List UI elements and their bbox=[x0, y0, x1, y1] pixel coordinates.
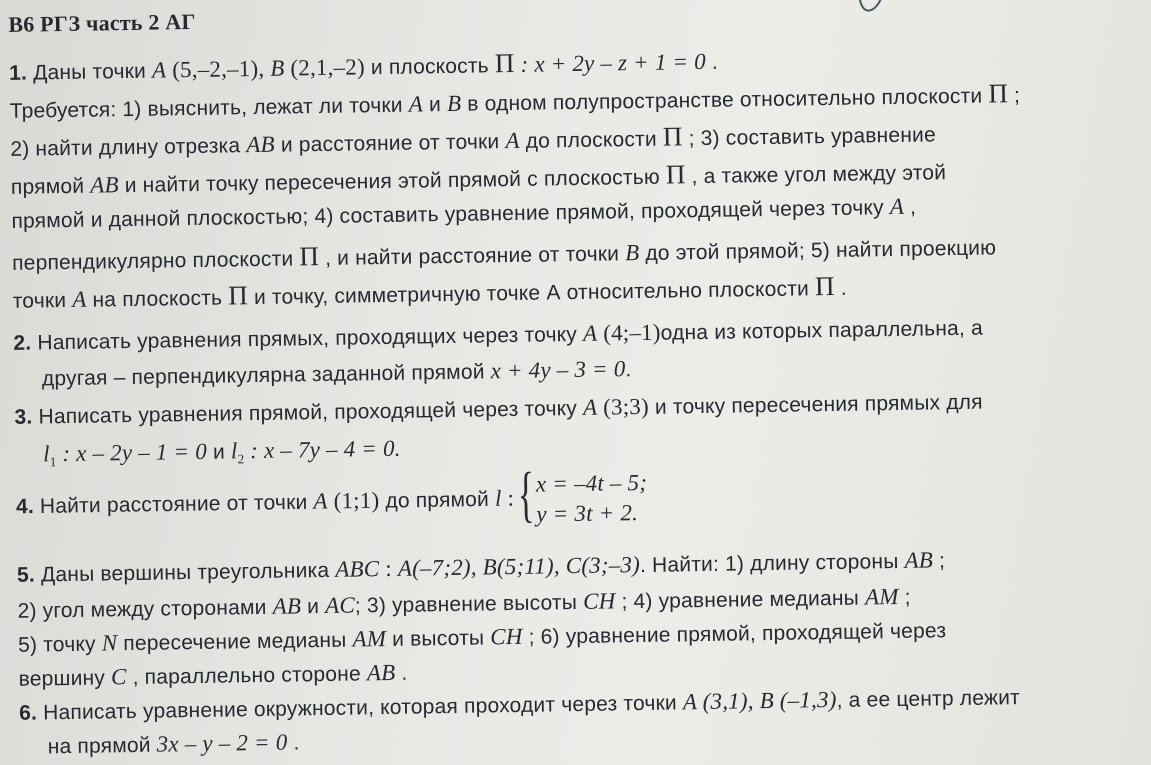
task2-text: Написать уравнения прямых, проходящих через точку bbox=[31, 322, 584, 355]
task5-text: : bbox=[379, 555, 399, 582]
task3-number: 3. bbox=[14, 405, 33, 429]
plane-equation: : x + 2y – z + 1 = 0 bbox=[514, 48, 707, 77]
line-l: l bbox=[494, 485, 502, 511]
task3-text: Написать уравнения прямой, проходящей через точку bbox=[32, 396, 584, 429]
point-a: A bbox=[313, 488, 328, 514]
point-b: B bbox=[446, 90, 462, 116]
task4-text: : bbox=[501, 485, 515, 511]
height-ch: CH bbox=[582, 588, 616, 614]
task1-line3 bbox=[10, 117, 936, 163]
task5-text: Даны вершины треугольника bbox=[34, 558, 336, 587]
point-a-coords: (1;1) bbox=[327, 487, 380, 514]
task5-text: ; 3) уравнение высоты bbox=[354, 590, 584, 618]
task6-text: Написать уравнение окружности, которая проходит через точки bbox=[36, 691, 684, 725]
task1-text: до этой прямой; 5) найти проекцию bbox=[639, 236, 997, 265]
point-n: N bbox=[101, 630, 118, 656]
task1-text: и найти точку пересечения этой прямой с плоскостью bbox=[118, 165, 667, 198]
task1-text: , а также угол между этой bbox=[685, 161, 947, 189]
task1-text: и плоскость bbox=[364, 54, 496, 80]
task1-line6 bbox=[12, 230, 996, 276]
median-am: AM bbox=[864, 583, 899, 610]
task5-text: и высоты bbox=[385, 626, 491, 652]
point-b: B bbox=[270, 55, 285, 81]
task3-text: и bbox=[206, 440, 232, 464]
task5-text: , параллельно стороне bbox=[126, 662, 368, 690]
task5-text: пересечение медианы bbox=[117, 628, 353, 656]
separator: , bbox=[258, 55, 271, 81]
line-l2: l bbox=[230, 438, 238, 464]
line-l1-equation: : x – 2y – 1 = 0 bbox=[56, 438, 208, 467]
task2-text: одна из которых параллельна, а bbox=[660, 316, 984, 345]
line-equation: x + 4y – 3 = 0 bbox=[490, 356, 626, 384]
triangle-abc: ABC bbox=[335, 556, 380, 582]
task5-text: ; 6) уравнение прямой, проходящей через bbox=[522, 619, 947, 649]
task6-number: 6. bbox=[19, 701, 38, 725]
task1-text: 2) найти длину отрезка bbox=[10, 134, 247, 161]
side-ab: AB bbox=[272, 593, 302, 619]
point-a-coords: (4;–1) bbox=[597, 319, 661, 346]
task1-text: и точку, симметричную точке А относительно плоскости bbox=[247, 277, 816, 310]
plane-symbol: П bbox=[494, 47, 515, 79]
task2-text: другая – перпендикулярна заданной прямой bbox=[41, 360, 491, 391]
median-am: AM bbox=[352, 626, 387, 652]
point-a: A bbox=[889, 193, 905, 220]
center-line-equation: 3x – y – 2 = 0 bbox=[156, 729, 288, 757]
line-l1-subscript: 1 bbox=[49, 454, 57, 470]
task1-text: ; 3) составить уравнение bbox=[682, 123, 937, 151]
task1-text: и bbox=[422, 92, 448, 117]
task5-text: 5) точку bbox=[17, 632, 102, 657]
point-a: A bbox=[582, 320, 598, 346]
triangle-vertices: A(–7;2), B(5;11), C(3;–3) bbox=[397, 552, 641, 581]
pen-mark-icon bbox=[852, 0, 892, 17]
plane-symbol: П bbox=[227, 280, 249, 311]
task6-text: . bbox=[287, 731, 300, 755]
task1-text: , и найти расстояние от точки bbox=[318, 242, 626, 271]
task5-line4 bbox=[18, 660, 407, 692]
task6-text: на прямой bbox=[47, 733, 157, 759]
point-a: A bbox=[408, 91, 424, 117]
task3-line1 bbox=[14, 389, 983, 430]
task4-line1 bbox=[15, 460, 648, 538]
task5-text: . bbox=[395, 661, 408, 685]
task4-text: до прямой bbox=[379, 487, 496, 513]
task5-text: ; bbox=[898, 585, 911, 609]
task1-text: Требуется: 1) выяснить, лежат ли точки bbox=[9, 93, 409, 123]
point-a-coords: (3;3) bbox=[597, 393, 650, 420]
plane-symbol: П bbox=[814, 270, 835, 302]
vertex-c: C bbox=[110, 664, 127, 690]
height-ch: CH bbox=[490, 623, 523, 650]
line-l2-equation: : x – 7y – 4 = 0. bbox=[244, 435, 401, 464]
task1-text: . bbox=[834, 276, 847, 300]
task2-line2 bbox=[42, 356, 632, 391]
side-ab: AB bbox=[366, 659, 396, 686]
task3-line2 bbox=[43, 436, 401, 471]
point-a-coords: (5,–2,–1) bbox=[166, 55, 259, 83]
circle-points: A (3,1), B (–1,3) bbox=[682, 686, 837, 715]
segment-ab: AB bbox=[90, 172, 119, 198]
system-row-y: y = 3t + 2. bbox=[536, 500, 639, 527]
parametric-system bbox=[517, 460, 648, 530]
task5-line1 bbox=[17, 547, 945, 588]
point-a: A bbox=[582, 394, 598, 420]
task3-text: и точку пересечения прямых для bbox=[648, 390, 983, 419]
task5-text: ; bbox=[932, 549, 946, 573]
page-title: В6 РГЗ часть 2 АГ bbox=[8, 8, 196, 37]
segment-ab: AB bbox=[246, 131, 275, 158]
plane-symbol: П bbox=[665, 159, 686, 190]
task1-line1 bbox=[9, 45, 718, 87]
plane-symbol: П bbox=[299, 241, 320, 272]
point-a: A bbox=[151, 57, 167, 83]
line-l2-subscript: 2 bbox=[237, 451, 245, 467]
task6-text: , а ее центр лежит bbox=[836, 686, 1021, 712]
task1-text: ; bbox=[1007, 83, 1021, 108]
point-a: A bbox=[72, 286, 87, 312]
system-brace: { bbox=[517, 460, 536, 529]
task5-text: . Найти: 1) длину стороны bbox=[639, 549, 905, 578]
task1-text: . bbox=[705, 50, 719, 74]
task1-text: до плоскости bbox=[519, 127, 664, 153]
task6-line2 bbox=[48, 729, 300, 759]
task5-number: 5. bbox=[16, 563, 36, 587]
task5-line3 bbox=[18, 617, 946, 658]
side-ac: AC bbox=[324, 592, 356, 618]
system-row-x: x = –4t – 5; bbox=[535, 469, 648, 497]
plane-symbol: П bbox=[988, 78, 1009, 109]
task2-text: . bbox=[625, 358, 632, 382]
task1-text: точки bbox=[12, 288, 73, 313]
task1-line4 bbox=[11, 155, 947, 201]
task6-line1 bbox=[19, 684, 1020, 726]
task5-text: вершину bbox=[18, 666, 112, 691]
point-b-coords: (2,1,–2) bbox=[284, 54, 366, 81]
task1-text: прямой bbox=[10, 174, 91, 199]
task1-text: на плоскость bbox=[86, 286, 229, 312]
task1-text: прямой и данной плоскостью; 4) составить уравнение прямой, проходящей через точку bbox=[11, 196, 890, 233]
task5-line2 bbox=[17, 584, 910, 624]
task1-text: и расстояние от точки bbox=[274, 130, 506, 157]
plane-symbol: П bbox=[662, 121, 683, 152]
task2-line1 bbox=[13, 315, 983, 356]
task2-number: 2. bbox=[13, 331, 32, 355]
task1-text: в одном полупространстве относительно плоскости bbox=[461, 84, 989, 116]
task1-line5 bbox=[11, 194, 916, 234]
task5-text: ; 4) уравнение медианы bbox=[615, 586, 866, 614]
task4-text: Найти расстояние от точки bbox=[33, 490, 314, 519]
task1-number: 1. bbox=[8, 61, 28, 85]
point-b: B bbox=[624, 239, 640, 266]
task1-line7 bbox=[12, 271, 847, 315]
task1-text: , bbox=[903, 195, 917, 219]
point-a: A bbox=[505, 127, 520, 154]
task4-number: 4. bbox=[15, 495, 35, 519]
task5-text: 2) угол между сторонами bbox=[17, 595, 273, 623]
task5-text: и bbox=[300, 594, 326, 619]
task1-text: Даны точки bbox=[26, 59, 153, 85]
side-ab: AB bbox=[904, 547, 934, 573]
line-l1: l bbox=[42, 441, 50, 467]
task1-text: перпендикулярно плоскости bbox=[11, 247, 300, 275]
